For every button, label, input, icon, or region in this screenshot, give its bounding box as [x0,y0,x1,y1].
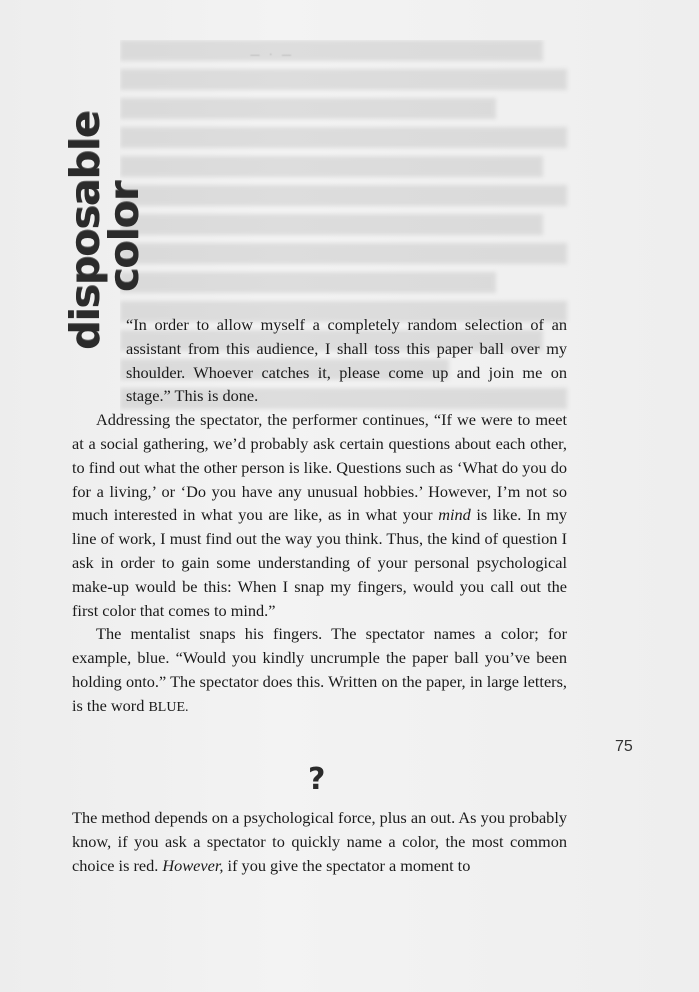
bleed-through-header: — · — [250,50,295,61]
paragraph-3 [72,622,567,719]
paragraph-2-text-a: Addressing the spectator, the performer continues, “If we were to meet at a social gathering, we’d probably ask certain questions about each other, to find out what the other person is like. Questions such as ‘What do you do for a living,’ or ‘Do you have any unusual hobbies.’ However, I’m not so much interested in what you are like, as in what your [72,410,567,525]
paragraph-3-text: The mentalist snaps his fingers. The spectator names a color; for example, blue. “Would you kindly uncrumple the paper ball you’ve been holding onto.” The spectator does this. Written on the paper, in large letters, is the word [72,624,567,715]
paragraph-2-text-b: is like. In my line of work, I must find out the way you think. Thus, the kind of question I ask in order to gain some understanding of your personal psychological make-up would be this: When I snap my fingers, would you call out the first color that comes to mind.” [72,505,568,620]
section-divider-question-mark: ? [308,762,326,797]
method-text-after: if you give the spectator a moment to [227,855,471,875]
paragraph-1-text: “In order to allow myself a completely random selection of an assistant from this audience, I shall toss this paper ball over my shoulder. Whoever catches it, please come up and join me on stage.” This is done. [126,315,567,406]
emphasis-mind: mind [438,505,471,525]
method-text [72,806,567,877]
paragraph-2 [72,408,567,622]
title-word-disposable: disposable [61,111,109,350]
page-number: 75 [615,738,633,755]
emphasis-however: However, [162,855,224,875]
paragraph-1 [72,313,567,408]
title-word-color: color [99,182,148,292]
method-text-before: The method depends on a psychological force, plus an out. As you probably know, if you ask a spectator to quickly name a color, the most common choice is red. [72,808,567,875]
body-text [72,313,567,720]
method-paragraph [72,806,567,877]
word-blue: BLUE. [148,699,189,715]
